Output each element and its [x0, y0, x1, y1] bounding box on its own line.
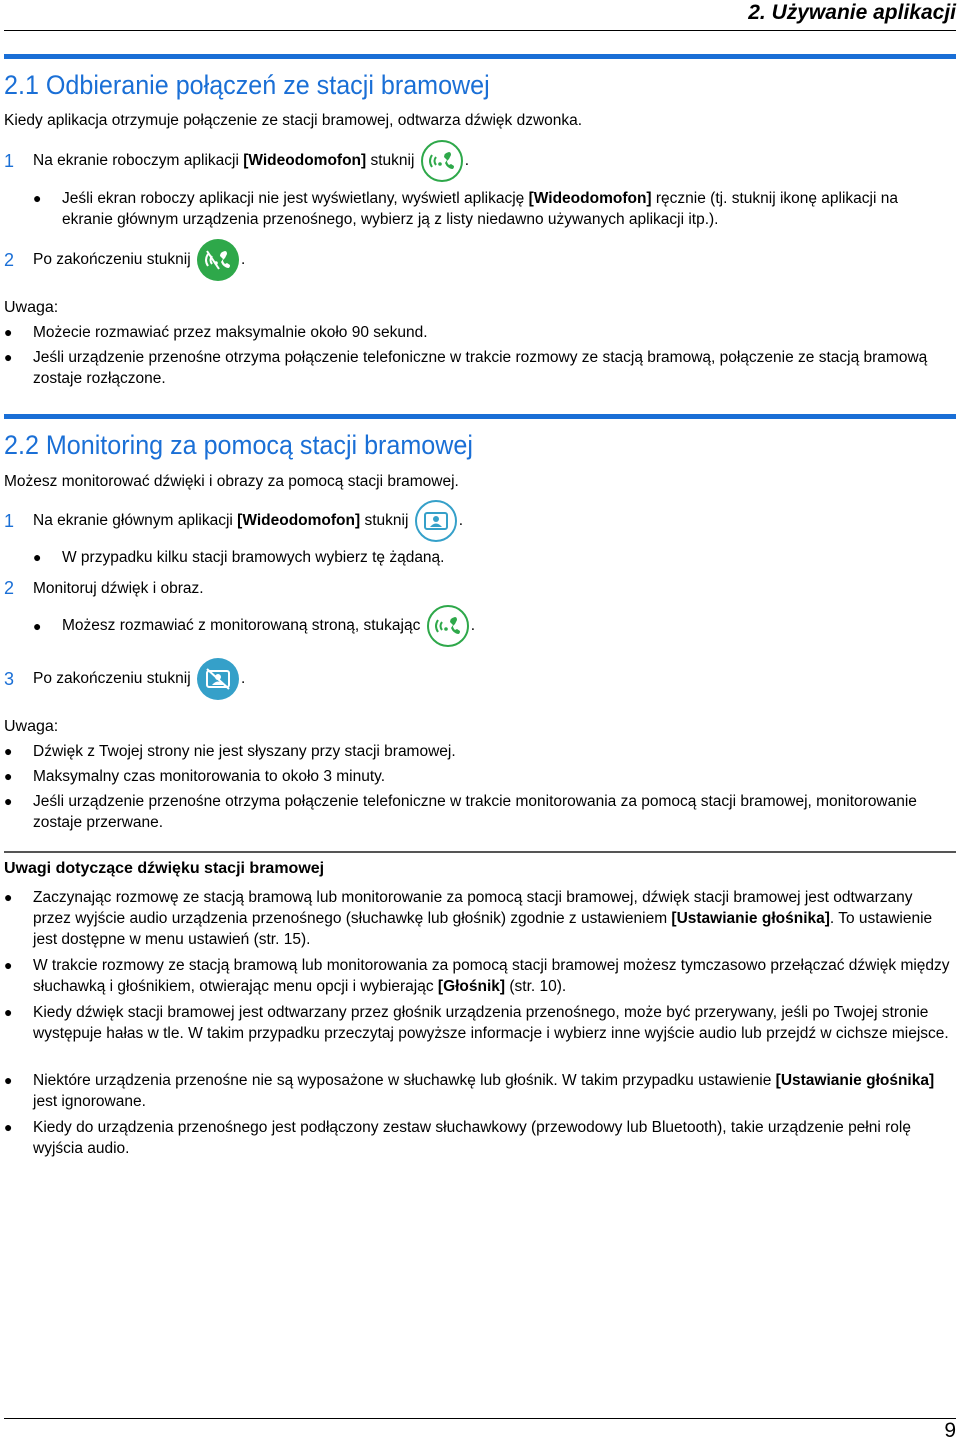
talk-answer-icon[interactable] — [421, 140, 463, 182]
section-intro: Kiedy aplikacja otrzymuje połączenie ze stacji bramowej, odtwarza dźwięk dzwonka. — [4, 112, 583, 129]
note-item: ● Jeśli urządzenie przenośne otrzyma połączenie telefoniczne w trakcie rozmowy ze stacją bramową, połączenie ze stacją bramową zostaje rozłączone. — [4, 349, 928, 387]
bullet-item: ● W przypadku kilku stacji bramowych wybierz tę żądaną. — [33, 549, 445, 566]
note-item: ● Kiedy do urządzenia przenośnego jest podłączony zestaw słuchawkowy (przewodowy lub Bluetooth), takie urządzenie pełni rolę wyjścia audio. — [4, 1119, 911, 1157]
step-number: 3 — [4, 668, 15, 689]
step-2: 2 Monitoruj dźwięk i obraz. — [4, 577, 204, 598]
note-item: ● Zaczynając rozmowę ze stacją bramową lub monitorowanie za pomocą stacji bramowej, dźwięk stacji bramowej jest odtwarzany przez wyjście audio urządzenia przenośnego (słuchawkę lub głośnik) zgodnie z ustawieniem [Ustawianie głośnika]. To ustawienie jest dostępne w menu ustawień (str. 15). — [4, 889, 933, 948]
note-item: ● W trakcie rozmowy ze stacją bramową lub monitorowania za pomocą stacji bramowej możesz tymczasowo przełączać dźwięk między słuchawką i głośnikiem, otwierając menu opcji i wybierając [Głośnik] (str. 10). — [4, 957, 950, 995]
subsection-title: Uwagi dotyczące dźwięku stacji bramowej — [4, 860, 325, 877]
end-monitor-icon[interactable] — [197, 658, 239, 700]
note-item: ● Niektóre urządzenia przenośne nie są wyposażone w słuchawkę lub głośnik. W takim przypadku ustawienie [Ustawianie głośnika] jest ignorowane. — [4, 1072, 935, 1110]
section-intro: Możesz monitorować dźwięki i obrazy za pomocą stacji bramowej. — [4, 473, 459, 490]
step-number: 2 — [4, 577, 15, 598]
subsection-rule — [4, 851, 956, 853]
step-number: 1 — [4, 150, 15, 171]
note-item: ● Kiedy dźwięk stacji bramowej jest odtwarzany przez głośnik urządzenia przenośnego, może być przerywany, jeśli po Twojej stronie występuje hałas w tle. W takim przypadku przeczytaj powyższe informacje i wybierz inne wyjście audio lub przejdź w cichsze miejsce. — [4, 1004, 949, 1042]
step-1: 1 Na ekranie roboczym aplikacji [Wideodomofon] stuknij . — [4, 139, 954, 183]
bullet-item: ● Możesz rozmawiać z monitorowaną stroną, stukając . — [33, 604, 952, 648]
end-call-icon[interactable] — [197, 239, 239, 281]
note-label: Uwaga: — [4, 718, 59, 735]
note-item: ● Jeśli urządzenie przenośne otrzyma połączenie telefoniczne w trakcie monitorowania za pomocą stacji bramowej, monitorowanie zostaje przerwane. — [4, 793, 917, 831]
note-label: Uwaga: — [4, 299, 59, 316]
chapter-title: 2. Używanie aplikacji — [748, 1, 956, 24]
step-3: 3 Po zakończeniu stuknij . — [4, 657, 954, 701]
note-item: ● Dźwięk z Twojej strony nie jest słyszany przy stacji bramowej. — [4, 743, 456, 760]
step-1: 1 Na ekranie głównym aplikacji [Wideodomofon] stuknij . — [4, 499, 954, 543]
talk-answer-icon[interactable] — [427, 605, 469, 647]
bullet-item: ● Jeśli ekran roboczy aplikacji nie jest wyświetlany, wyświetl aplikację [Wideodomofon] ręcznie (tj. stuknij ikonę aplikacji na ekranie głównym urządzenia przenośnego, wybierz ją z listy niedawno używanych aplikacji itp.). — [33, 190, 898, 228]
section-bar — [4, 414, 956, 419]
monitor-camera-icon[interactable] — [415, 500, 457, 542]
step-number: 2 — [4, 249, 15, 270]
section-title: 2.2 Monitoring za pomocą stacji bramowej — [4, 430, 473, 460]
note-item: ● Maksymalny czas monitorowania to około 3 minuty. — [4, 768, 386, 785]
step-2: 2 Po zakończeniu stuknij . — [4, 238, 954, 282]
footer-rule — [4, 1418, 956, 1419]
section-title: 2.1 Odbieranie połączeń ze stacji bramowej — [4, 70, 490, 100]
section-bar — [4, 54, 956, 59]
step-number: 1 — [4, 510, 15, 531]
note-item: ● Możecie rozmawiać przez maksymalnie około 90 sekund. — [4, 324, 428, 341]
header-rule — [4, 30, 956, 31]
page-number: 9 — [944, 1419, 956, 1442]
